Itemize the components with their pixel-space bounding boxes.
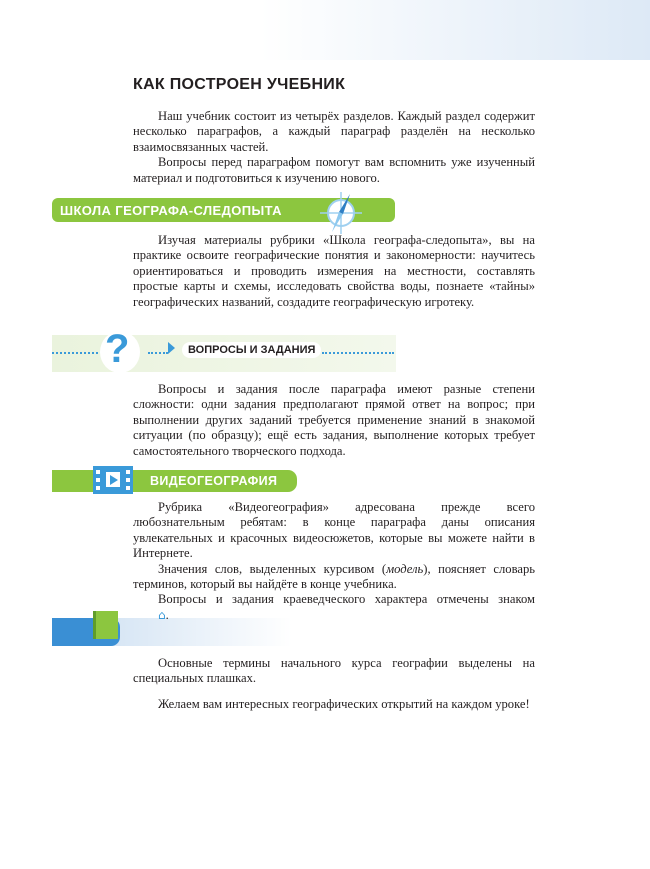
paragraph: Желаем вам интересных географических открытий на каждом уроке! bbox=[158, 696, 530, 711]
question-icon: ? bbox=[100, 331, 140, 373]
terms-text bbox=[133, 656, 535, 712]
arrow-icon bbox=[168, 342, 175, 354]
compass-icon bbox=[318, 190, 364, 236]
paragraph: Вопросы и задания краеведческого характера отмечены знаком ⌂. bbox=[133, 592, 535, 623]
home-icon: ⌂ bbox=[158, 607, 166, 622]
paragraph: Рубрика «Видеогеография» адресована прежде всего любознательным ребятам: в конце параграфа даны описания увлекательных и красочных видеосюжетов, которые вы можете найти в Интернете. bbox=[133, 500, 535, 561]
paragraph: Значения слов, выделенных курсивом (модель), поясняет словарь терминов, который вы найдёте в конце учебника. bbox=[133, 561, 535, 592]
intro-text bbox=[133, 109, 535, 186]
paragraph: Вопросы и задания после параграфа имеют разные степени сложности: одни задания предполагают прямой ответ на вопрос; при выполнении других заданий требуется применение знаний в знакомой ситуации (по образцу); ещё есть задания, выполнение которых требует самостоятельного творческого подхода. bbox=[133, 382, 535, 458]
school-text bbox=[133, 233, 535, 310]
school-label: ШКОЛА ГЕОГРАФА-СЛЕДОПЫТА bbox=[60, 203, 282, 218]
questions-label: ВОПРОСЫ И ЗАДАНИЯ bbox=[182, 342, 321, 358]
video-text bbox=[133, 500, 535, 623]
paragraph: Наш учебник состоит из четырёх разделов. Каждый раздел содержит несколько параграфов, а каждый параграф разделён на несколько взаимосвязанных частей. bbox=[133, 109, 535, 154]
questions-text bbox=[133, 382, 535, 459]
page-title: КАК ПОСТРОЕН УЧЕБНИК bbox=[133, 76, 346, 93]
book-icon bbox=[93, 611, 118, 639]
paragraph: Основные термины начального курса географии выделены на специальных плашках. bbox=[133, 656, 535, 686]
header-gradient bbox=[0, 0, 650, 60]
video-banner bbox=[52, 470, 297, 492]
video-icon bbox=[93, 466, 133, 494]
video-label: ВИДЕОГЕОГРАФИЯ bbox=[150, 474, 278, 488]
paragraph-end: . bbox=[165, 607, 169, 622]
paragraph: Изучая материалы рубрики «Школа географа-следопыта», вы на практике освоите географические понятия и закономерности: научитесь ориентироваться и проводить измерения на местности, составлять простые карты и схемы, исследовать свойства воды, познаете «тайны» географических названий, создадите географическую игротеку. bbox=[133, 233, 535, 309]
paragraph: Вопросы перед параграфом помогут вам вспомнить уже изученный материал и подготовиться к изучению нового. bbox=[133, 155, 535, 185]
